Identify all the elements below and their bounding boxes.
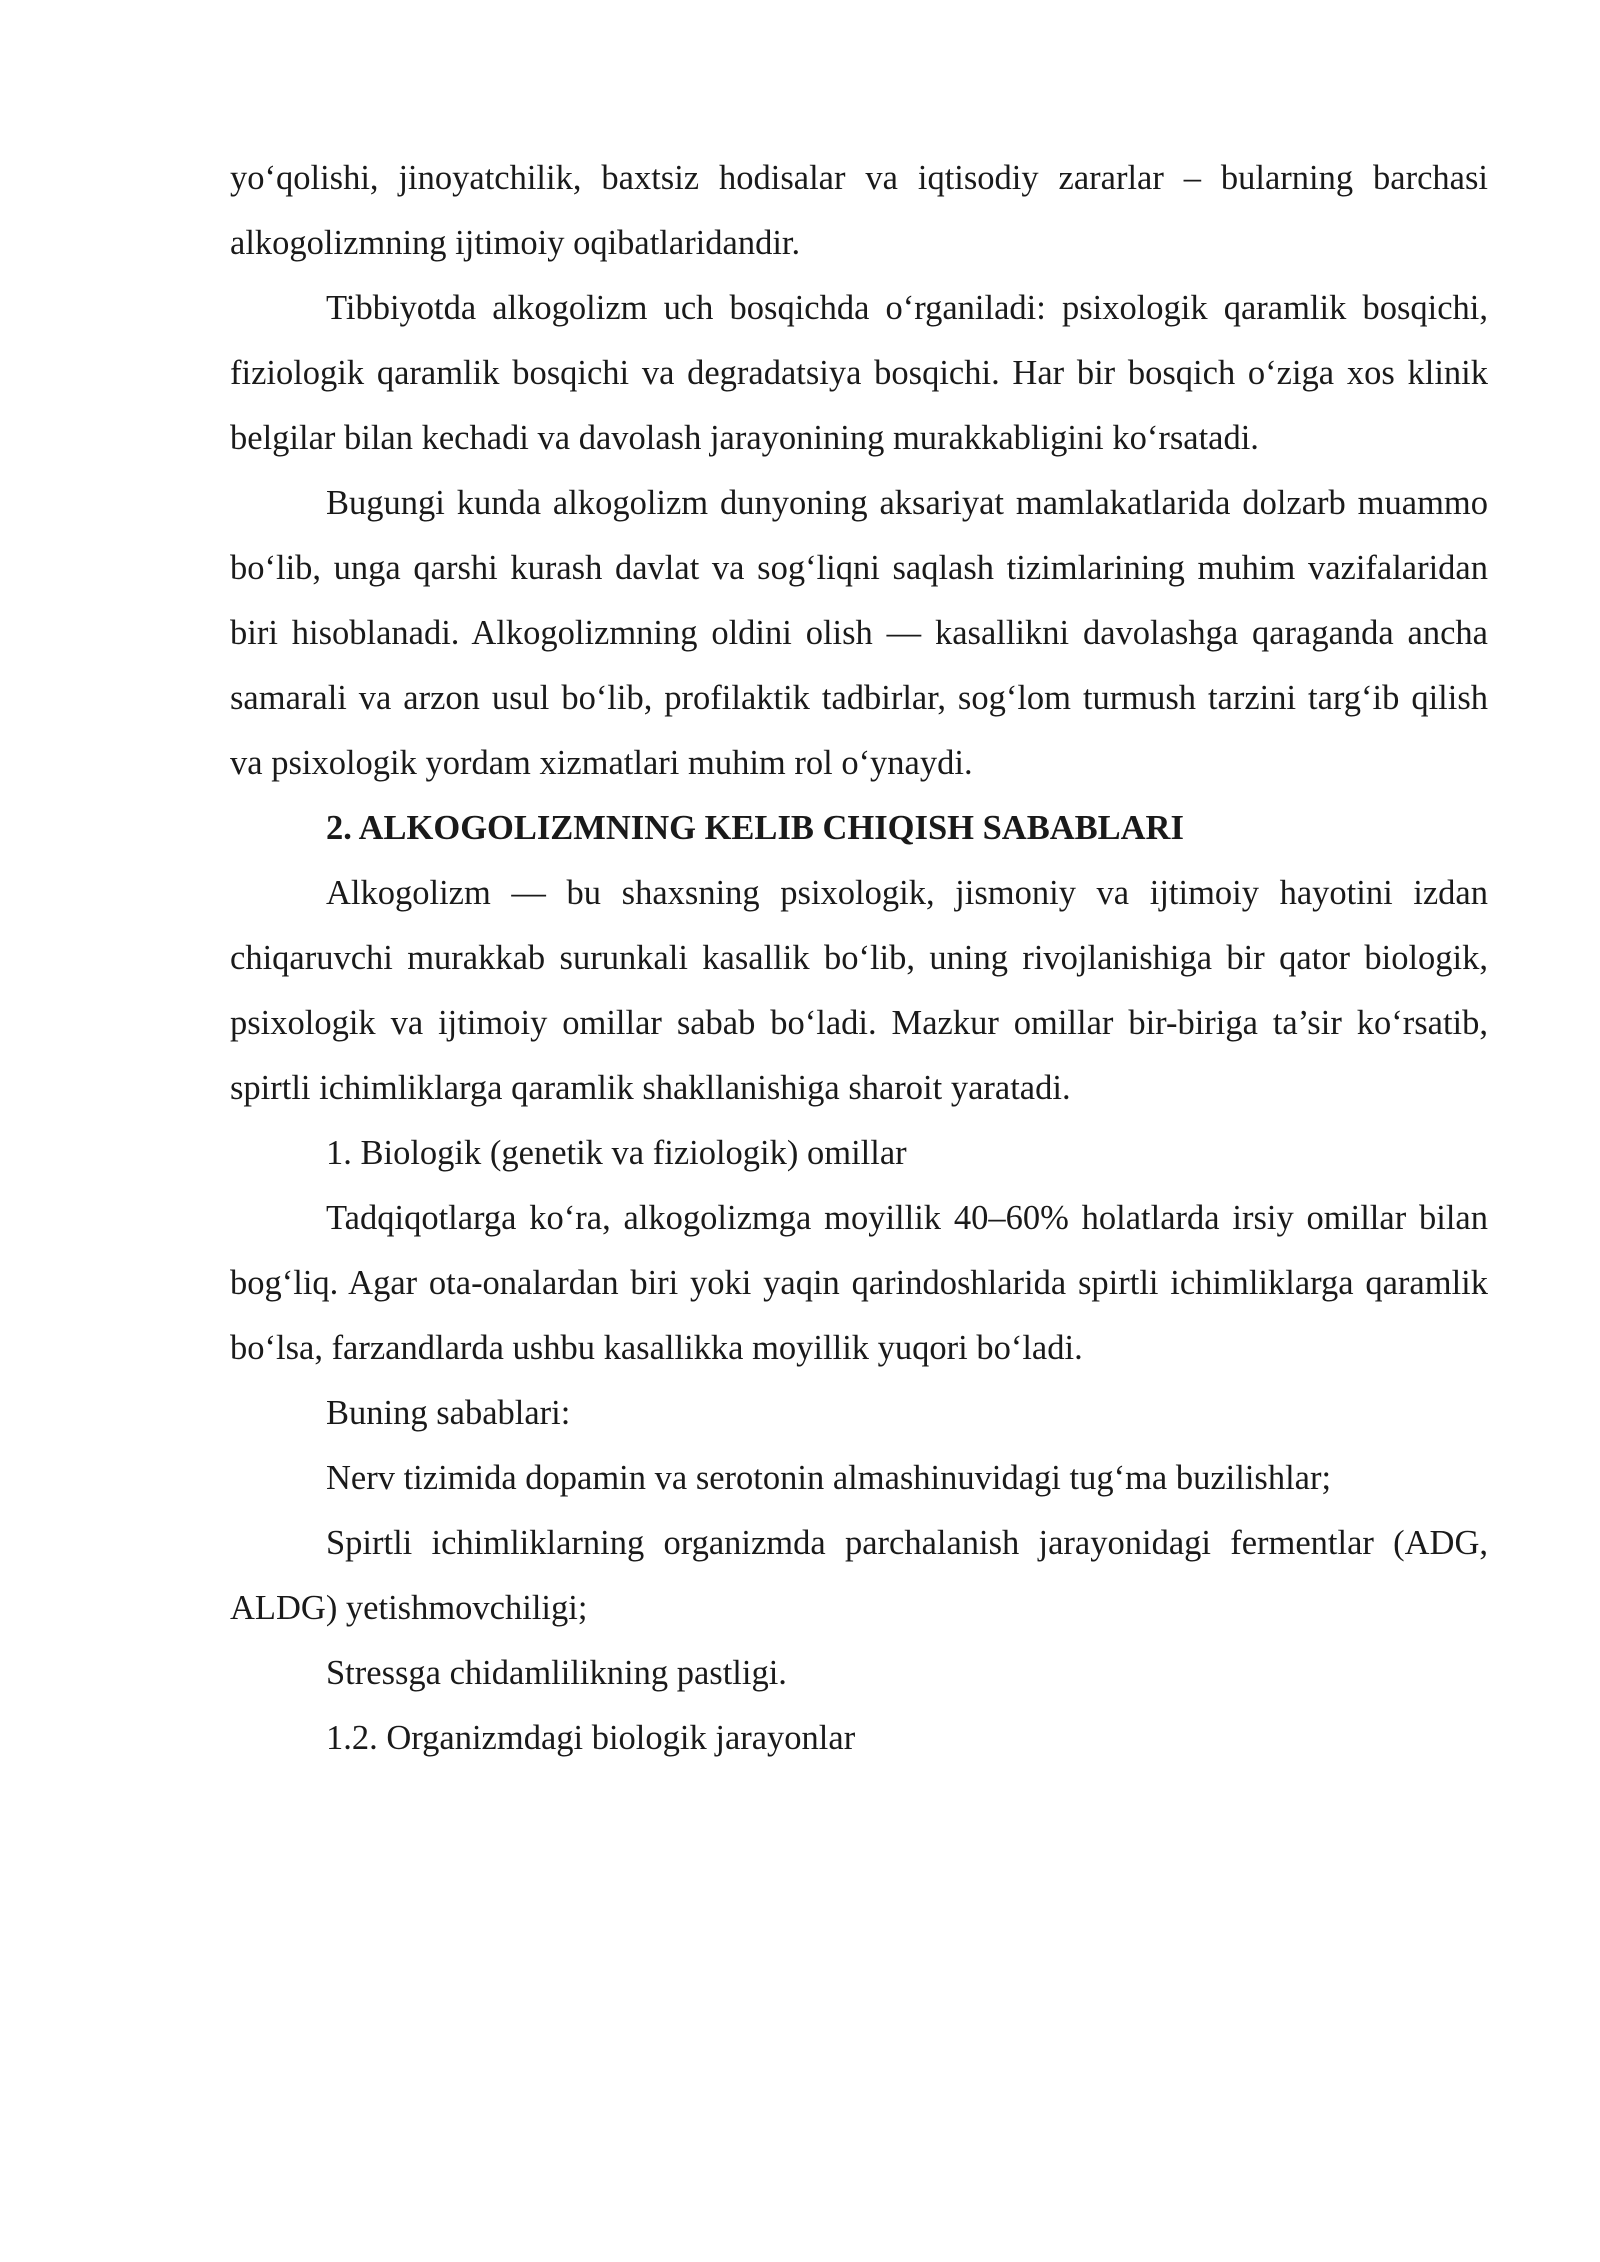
document-page [230,146,1488,1771]
section-heading: 2. ALKOGOLIZMNING KELIB CHIQISH SABABLARI [326,809,1184,847]
reasons-label: Buning sabablari: [326,1394,571,1432]
subheading-biological-processes: 1.2. Organizmdagi biologik jarayonlar [326,1719,856,1757]
paragraph-today: Bugungi kunda alkogolizm dunyoning aksariyat mamlakatlarida dolzarb muammo boʻlib, unga qarshi kurash davlat va sogʻliqni saqlash tizimlarining muhim vazifalaridan biri hisoblanadi. Alkogolizmning oldini olish — kasallikni davolashga qaraganda ancha samarali va arzon usul boʻlib, profilaktik tadbirlar, sogʻlom turmush tarzini targʻib qilish va psixologik yordam xizmatlari muhim rol oʻynaydi. [230,484,1488,782]
reason-item: Spirtli ichimliklarning organizmda parchalanish jarayonidagi fermentlar (ADG, ALDG) yetishmovchiligi; [230,1524,1488,1627]
subheading-biological-factors: 1. Biologik (genetik va fiziologik) omillar [326,1134,907,1172]
paragraph-continuation: yoʻqolishi, jinoyatchilik, baxtsiz hodisalar va iqtisodiy zararlar – bularning barchasi alkogolizmning ijtimoiy oqibatlaridandir. [230,159,1488,262]
paragraph-stages: Tibbiyotda alkogolizm uch bosqichda oʻrganiladi: psixologik qaramlik bosqichi, fiziologik qaramlik bosqichi va degradatsiya bosqichi. Har bir bosqich oʻziga xos klinik belgilar bilan kechadi va davolash jarayonining murakkabligini koʻrsatadi. [230,289,1488,457]
reason-item: Stressga chidamlilikning pastligi. [326,1654,787,1692]
genetics-paragraph: Tadqiqotlarga koʻra, alkogolizmga moyillik 40–60% holatlarda irsiy omillar bilan bogʻliq. Agar ota-onalardan biri yoki yaqin qarindoshlarida spirtli ichimliklarga qaramlik boʻlsa, farzandlarda ushbu kasallikka moyillik yuqori boʻladi. [230,1199,1488,1367]
section-intro-paragraph: Alkogolizm — bu shaxsning psixologik, jismoniy va ijtimoiy hayotini izdan chiqaruvchi murakkab surunkali kasallik boʻlib, uning rivojlanishiga bir qator biologik, psixologik va ijtimoiy omillar sabab boʻladi. Mazkur omillar bir-biriga ta’sir koʻrsatib, spirtli ichimliklarga qaramlik shakllanishiga sharoit yaratadi. [230,874,1488,1107]
reason-item: Nerv tizimida dopamin va serotonin almashinuvidagi tugʻma buzilishlar; [326,1459,1332,1497]
